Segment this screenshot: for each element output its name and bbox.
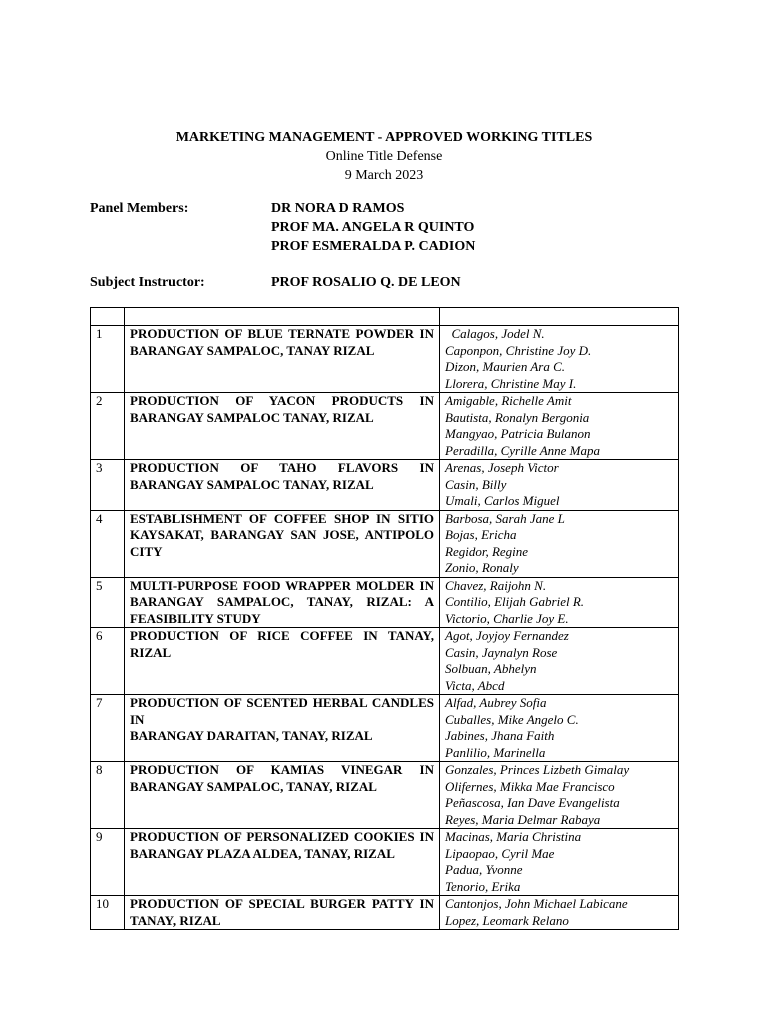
group-members bbox=[440, 460, 679, 511]
group-members bbox=[440, 762, 679, 829]
panel-member: DR NORA D RAMOS bbox=[271, 201, 405, 216]
working-title: PRODUCTION OF YACON PRODUCTS IN BARANGAY SAMPALOC TANAY, RIZAL bbox=[125, 393, 440, 460]
group-member: Lipaopao, Cyril Mae bbox=[445, 845, 555, 861]
table-row bbox=[91, 510, 679, 577]
panel-members-list bbox=[271, 199, 475, 256]
table-cell bbox=[440, 308, 679, 326]
group-members bbox=[440, 896, 679, 930]
working-title: PRODUCTION OF SPECIAL BURGER PATTY IN TANAY, RIZAL bbox=[125, 896, 440, 930]
working-title: ESTABLISHMENT OF COFFEE SHOP IN SITIO KAYSAKAT, BARANGAY SAN JOSE, ANTIPOLO CITY bbox=[125, 510, 440, 577]
row-number: 10 bbox=[91, 896, 125, 930]
table-row bbox=[91, 829, 679, 896]
row-number: 9 bbox=[91, 829, 125, 896]
panel-member: PROF ESMERALDA P. CADION bbox=[271, 239, 476, 254]
document-date: 9 March 2023 bbox=[344, 168, 424, 183]
table-header-row bbox=[91, 308, 679, 326]
group-member: Calagos, Jodel N. bbox=[445, 326, 545, 341]
table-cell bbox=[91, 308, 125, 326]
working-title: PRODUCTION OF KAMIAS VINEGAR IN BARANGAY SAMPALOC, TANAY, RIZAL bbox=[125, 762, 440, 829]
group-member: Cantonjos, John Michael Labicane bbox=[445, 896, 628, 911]
table-row bbox=[91, 762, 679, 829]
group-member: Olifernes, Mikka Mae Francisco bbox=[445, 778, 615, 794]
group-member: Bojas, Ericha bbox=[445, 527, 517, 542]
group-member: Reyes, Maria Delmar Rabaya bbox=[445, 811, 601, 827]
table-row bbox=[91, 628, 679, 695]
group-member: Dizon, Maurien Ara C. bbox=[445, 359, 566, 374]
table-row bbox=[91, 393, 679, 460]
titles-table bbox=[90, 307, 679, 930]
document-header bbox=[0, 128, 768, 185]
group-member: Jabines, Jhana Faith bbox=[445, 728, 555, 743]
group-member: Chavez, Raijohn N. bbox=[445, 577, 547, 593]
group-member: Peradilla, Cyrille Anne Mapa bbox=[445, 442, 601, 458]
row-number: 1 bbox=[91, 326, 125, 393]
group-member: Cuballes, Mike Angelo C. bbox=[445, 711, 579, 727]
row-number: 6 bbox=[91, 628, 125, 695]
group-member: Umali, Carlos Miguel bbox=[445, 493, 560, 508]
group-member: Caponpon, Christine Joy D. bbox=[445, 342, 592, 358]
row-number: 2 bbox=[91, 393, 125, 460]
group-member: Casin, Jaynalyn Rose bbox=[445, 644, 558, 660]
document-subtitle: Online Title Defense bbox=[325, 149, 443, 164]
group-members bbox=[440, 326, 679, 393]
group-members bbox=[440, 577, 679, 628]
group-member: Lopez, Leomark Relano bbox=[445, 912, 569, 928]
group-member: Agot, Joyjoy Fernandez bbox=[445, 628, 569, 643]
group-member: Peñascosa, Ian Dave Evangelista bbox=[445, 795, 620, 810]
row-number: 5 bbox=[91, 577, 125, 628]
working-title: PRODUCTION OF RICE COFFEE IN TANAY, RIZAL bbox=[125, 628, 440, 695]
group-member: Macinas, Maria Christina bbox=[445, 829, 582, 844]
group-member: Tenorio, Erika bbox=[445, 878, 521, 894]
subject-instructor-name: PROF ROSALIO Q. DE LEON bbox=[271, 275, 461, 290]
table-row bbox=[91, 577, 679, 628]
group-members bbox=[440, 510, 679, 577]
group-members bbox=[440, 628, 679, 695]
group-member: Zonio, Ronaly bbox=[445, 560, 519, 575]
table-cell bbox=[125, 308, 440, 326]
group-member: Contilio, Elijah Gabriel R. bbox=[445, 594, 585, 609]
group-member: Padua, Yvonne bbox=[445, 862, 523, 877]
document-title: MARKETING MANAGEMENT - APPROVED WORKING TITLES bbox=[175, 130, 593, 145]
group-member: Amigable, Richelle Amit bbox=[445, 393, 572, 408]
group-member: Mangyao, Patricia Bulanon bbox=[445, 426, 591, 441]
table-row bbox=[91, 460, 679, 511]
row-number: 8 bbox=[91, 762, 125, 829]
group-member: Victorio, Charlie Joy E. bbox=[445, 610, 569, 626]
group-members bbox=[440, 695, 679, 762]
group-member: Casin, Billy bbox=[445, 476, 507, 492]
group-members bbox=[440, 829, 679, 896]
group-member: Regidor, Regine bbox=[445, 543, 529, 559]
group-member: Alfad, Aubrey Sofia bbox=[445, 695, 547, 710]
panel-members-label: Panel Members: bbox=[90, 201, 189, 216]
table-row bbox=[91, 326, 679, 393]
working-title: PRODUCTION OF BLUE TERNATE POWDER IN BARANGAY SAMPALOC, TANAY RIZAL bbox=[125, 326, 440, 393]
group-members bbox=[440, 393, 679, 460]
panel-member: PROF MA. ANGELA R QUINTO bbox=[271, 220, 475, 235]
group-member: Bautista, Ronalyn Bergonia bbox=[445, 409, 590, 425]
group-member: Solbuan, Abhelyn bbox=[445, 661, 537, 676]
group-member: Llorera, Christine May I. bbox=[445, 375, 577, 391]
working-title: PRODUCTION OF PERSONALIZED COOKIES IN BARANGAY PLAZA ALDEA, TANAY, RIZAL bbox=[125, 829, 440, 896]
table-row bbox=[91, 896, 679, 930]
working-title: PRODUCTION OF SCENTED HERBAL CANDLES IN BARANGAY DARAITAN, TANAY, RIZAL bbox=[125, 695, 440, 762]
working-title: MULTI-PURPOSE FOOD WRAPPER MOLDER IN BARANGAY SAMPALOC, TANAY, RIZAL: A FEASIBILITY STUDY bbox=[125, 577, 440, 628]
table-row bbox=[91, 695, 679, 762]
group-member: Barbosa, Sarah Jane L bbox=[445, 510, 565, 526]
group-member: Gonzales, Princes Lizbeth Gimalay bbox=[445, 762, 630, 777]
group-member: Victa, Abcd bbox=[445, 677, 505, 693]
group-member: Arenas, Joseph Victor bbox=[445, 460, 559, 475]
subject-instructor-label: Subject Instructor: bbox=[90, 275, 205, 290]
working-title: PRODUCTION OF TAHO FLAVORS IN BARANGAY SAMPALOC TANAY, RIZAL bbox=[125, 460, 440, 511]
row-number: 3 bbox=[91, 460, 125, 511]
row-number: 7 bbox=[91, 695, 125, 762]
row-number: 4 bbox=[91, 510, 125, 577]
group-member: Panlilio, Marinella bbox=[445, 744, 546, 760]
